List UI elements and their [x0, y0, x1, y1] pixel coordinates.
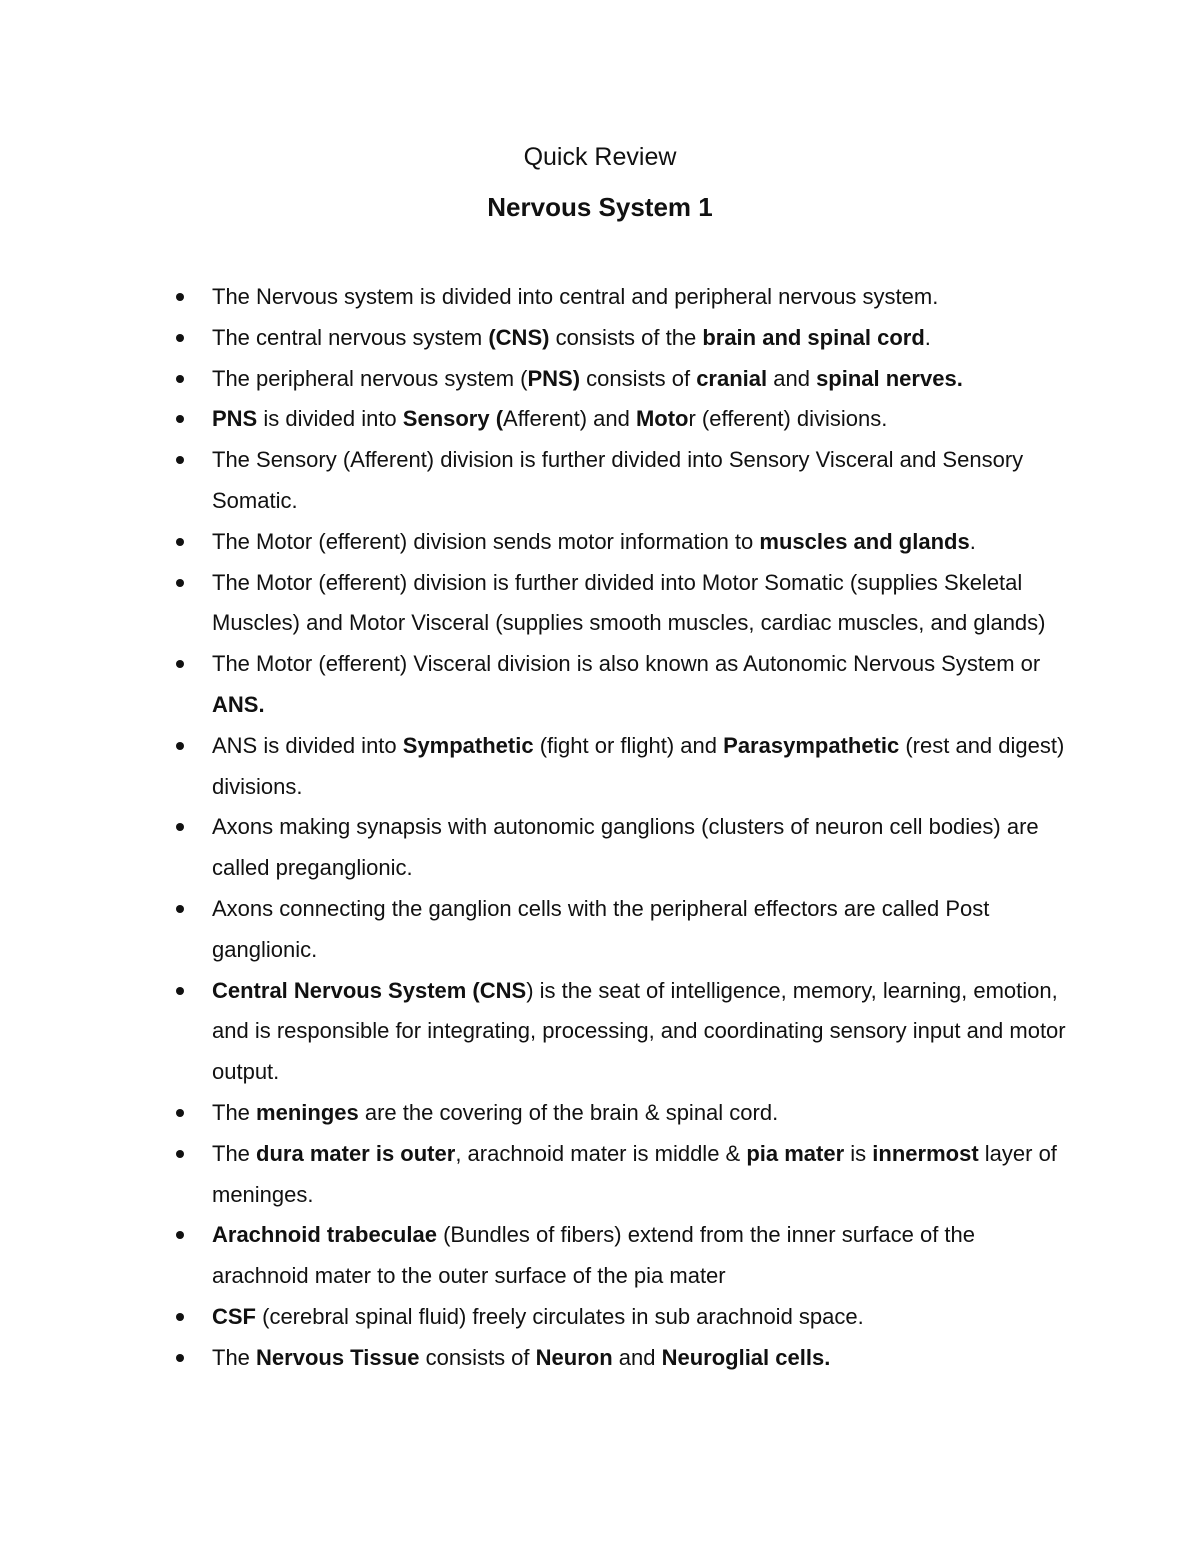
- bullet-icon: [176, 1313, 184, 1321]
- list-item-text: [212, 284, 938, 309]
- bullet-icon: [176, 742, 184, 750]
- list-item: [0, 889, 1200, 971]
- bullet-icon: [176, 1354, 184, 1362]
- bold-term: Arachnoid trabeculae: [212, 1222, 437, 1248]
- text-run: The Motor (efferent) division sends motor information to: [212, 528, 760, 554]
- list-item-text: [212, 651, 1040, 717]
- list-item-text: [212, 896, 989, 962]
- list-item: [0, 399, 1200, 440]
- text-run: .: [969, 528, 976, 554]
- bold-term: Sensory (: [402, 406, 504, 432]
- list-item: [0, 1134, 1200, 1216]
- bold-term: pia mater: [746, 1140, 845, 1166]
- list-item: [0, 726, 1200, 808]
- bullet-icon: [176, 660, 184, 668]
- text-run: Axons connecting the ganglion cells with the peripheral effectors are called Post ganglionic.: [212, 895, 990, 962]
- list-item-text: [212, 570, 1046, 636]
- list-item-text: [212, 814, 1039, 880]
- text-run: is: [844, 1140, 873, 1166]
- list-item: [0, 318, 1200, 359]
- bold-term: Sympathetic: [402, 732, 534, 758]
- list-item: [0, 440, 1200, 522]
- text-run: The central nervous system: [212, 324, 489, 350]
- text-run: r (efferent) divisions.: [688, 406, 888, 432]
- text-run: are the covering of the brain & spinal cord.: [358, 1099, 779, 1125]
- text-run: (cerebral spinal fluid) freely circulates in sub arachnoid space.: [256, 1303, 864, 1329]
- text-run: is divided into: [257, 406, 403, 432]
- bold-term: Central Nervous System (CNS: [212, 977, 527, 1003]
- text-run: (fight or flight) and: [533, 732, 724, 758]
- list-item-text: [212, 529, 976, 554]
- text-run: The peripheral nervous system (: [212, 365, 528, 391]
- text-run: Axons making synapsis with autonomic ganglions (clusters of neuron cell bodies) are called preganglionic.: [212, 814, 1039, 881]
- list-item: [0, 277, 1200, 318]
- list-item: [0, 359, 1200, 400]
- list-item: [0, 1093, 1200, 1134]
- text-run: The: [212, 1344, 257, 1370]
- text-run: and: [612, 1344, 662, 1370]
- bullet-icon: [176, 1109, 184, 1117]
- text-run: The Sensory (Afferent) division is further divided into Sensory Visceral and Sensory Somatic.: [212, 447, 1024, 513]
- bold-term: Neuron: [535, 1344, 613, 1370]
- bold-term: innermost: [872, 1140, 979, 1166]
- text-run: and: [767, 365, 817, 391]
- bold-term: Neuroglial cells.: [661, 1344, 831, 1370]
- text-run: ) is the seat of intelligence, memory, learning, emotion, and is responsible for integrating, processing, and coordinating sensory input and motor output.: [212, 977, 1066, 1085]
- list-item-text: [212, 1100, 778, 1125]
- text-run: consists of: [419, 1344, 536, 1370]
- list-item: [0, 644, 1200, 726]
- bold-term: meninges: [256, 1099, 359, 1125]
- list-item: [0, 1215, 1200, 1297]
- bold-term: PNS: [212, 406, 258, 432]
- text-run: Afferent) and: [503, 406, 636, 432]
- text-run: ANS is divided into: [212, 732, 403, 758]
- bold-term: muscles and glands: [759, 528, 970, 554]
- bullet-list: [0, 277, 1200, 1379]
- list-item-text: [212, 1222, 975, 1288]
- text-run: (rest and digest) divisions.: [212, 732, 1065, 799]
- text-run: (Bundles of fibers) extend from the inner surface of the arachnoid mater to the outer surface of the pia mater: [212, 1222, 976, 1289]
- bullet-icon: [176, 334, 184, 342]
- text-run: consists of: [580, 365, 697, 391]
- bullet-icon: [176, 456, 184, 464]
- list-item: [0, 1338, 1200, 1379]
- text-run: .: [924, 324, 931, 350]
- list-item: [0, 522, 1200, 563]
- bold-term: Parasympathetic: [723, 732, 900, 758]
- bullet-icon: [176, 1150, 184, 1158]
- list-item-text: [212, 733, 1064, 799]
- list-item-text: [212, 366, 963, 391]
- list-item-text: [212, 1141, 1057, 1207]
- bullet-icon: [176, 538, 184, 546]
- text-run: , arachnoid mater is middle &: [455, 1140, 747, 1166]
- bold-term: dura mater is outer: [256, 1140, 456, 1166]
- text-run: The: [212, 1140, 257, 1166]
- bold-term: PNS): [527, 365, 581, 391]
- list-item-text: [212, 406, 887, 431]
- bold-term: Moto: [635, 406, 689, 432]
- list-item-text: [212, 1304, 864, 1329]
- list-item-text: [212, 325, 931, 350]
- list-item: [0, 1297, 1200, 1338]
- bold-term: brain and spinal cord: [702, 324, 925, 350]
- bullet-icon: [176, 579, 184, 587]
- bold-term: Nervous Tissue: [256, 1344, 420, 1370]
- bold-term: (CNS): [488, 324, 550, 350]
- bullet-icon: [176, 375, 184, 383]
- text-run: The Motor (efferent) division is further divided into Motor Somatic (supplies Skeletal Muscles) and Motor Visceral (supplies smooth muscles, cardiac muscles, and glands): [212, 569, 1046, 636]
- bullet-icon: [176, 905, 184, 913]
- text-run: consists of the: [549, 324, 703, 350]
- list-item: [0, 563, 1200, 645]
- list-item: [0, 807, 1200, 889]
- list-item-text: [212, 1345, 830, 1370]
- page-subtitle: Nervous System 1: [487, 192, 713, 222]
- bullet-icon: [176, 987, 184, 995]
- bullet-icon: [176, 823, 184, 831]
- text-run: The Motor (efferent) Visceral division is also known as Autonomic Nervous System or: [212, 651, 1041, 677]
- text-run: The: [212, 1099, 257, 1125]
- list-item-text: [212, 447, 1023, 513]
- bold-term: ANS.: [212, 691, 265, 717]
- list-item-text: [212, 978, 1066, 1085]
- list-item: [0, 971, 1200, 1093]
- page-title: Quick Review: [523, 143, 677, 171]
- bullet-icon: [176, 293, 184, 301]
- bold-term: cranial: [696, 365, 768, 391]
- bold-term: spinal nerves.: [816, 365, 963, 391]
- bold-term: CSF: [212, 1303, 256, 1329]
- text-run: The Nervous system is divided into central and peripheral nervous system.: [212, 284, 939, 309]
- bullet-icon: [176, 1231, 184, 1239]
- bullet-icon: [176, 415, 184, 423]
- text-run: layer of meninges.: [212, 1140, 1057, 1207]
